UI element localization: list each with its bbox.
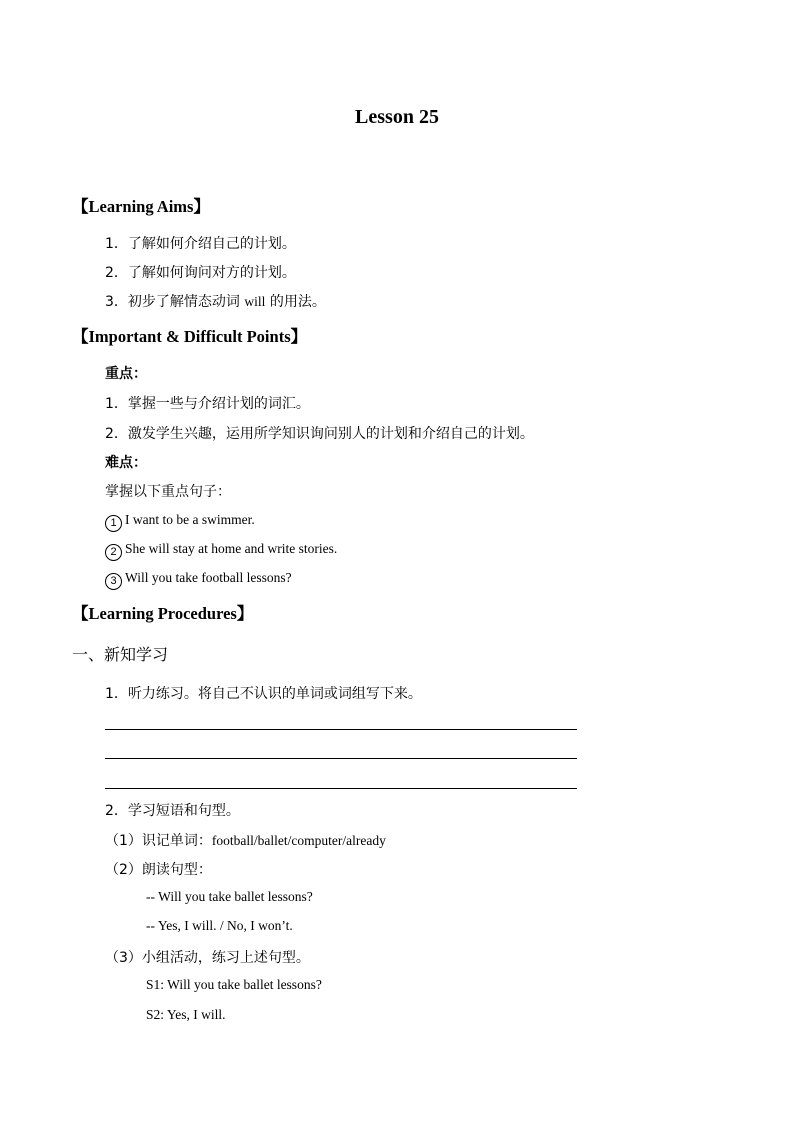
aims-item-number: 1．: [105, 236, 128, 252]
dialogue-line-question: -- Will you take ballet lessons?: [146, 889, 313, 904]
key-sentence-1: [105, 512, 255, 532]
key-sentence-text: I want to be a swimmer.: [125, 512, 255, 527]
page-title: Lesson 25: [355, 106, 439, 128]
aims-item-number: 3．: [105, 294, 128, 310]
procedures-heading: 【Learning Procedures】: [72, 604, 254, 623]
answer-line-3[interactable]: [105, 788, 577, 789]
circled-number-2: 2: [105, 544, 122, 561]
sub-step-1-label: （1）识记单词：: [105, 833, 212, 849]
aims-item-number: 2．: [105, 265, 128, 281]
vocabulary-words: football/ballet/computer/already: [211, 833, 386, 848]
aims-item-text: 初步了解情态动词: [127, 294, 240, 310]
key-sentence-text: She will stay at home and write stories.: [125, 541, 338, 556]
aims-item-text: 了解如何介绍自己的计划。: [127, 236, 296, 252]
points-heading: 【Important & Difficult Points】: [72, 327, 308, 346]
circled-number-1: 1: [105, 515, 122, 532]
group-practice-s2: S2: Yes, I will.: [146, 1007, 226, 1022]
key-point-1: 1．掌握一些与介绍计划的词汇。: [105, 396, 310, 412]
aims-item-text: 了解如何询问对方的计划。: [127, 265, 296, 281]
sub-step-3-label: （3）小组活动，练习上述句型。: [105, 950, 310, 966]
key-sentence-text: Will you take football lessons?: [125, 570, 292, 585]
answer-line-2[interactable]: [105, 758, 577, 759]
circled-number-3: 3: [105, 573, 122, 590]
aims-item-english: will: [244, 294, 266, 309]
step-one-listening: 1．听力练习。将自己不认识的单词或词组写下来。: [105, 686, 422, 702]
group-practice-s1: S1: Will you take ballet lessons?: [146, 977, 322, 992]
key-sentence-3: [105, 570, 292, 590]
key-points-label: 重点：: [105, 366, 147, 382]
key-point-2: 2．激发学生兴趣，运用所学知识询问别人的计划和介绍自己的计划。: [105, 426, 534, 442]
aims-item-1: [105, 233, 296, 253]
sub-step-1: [105, 830, 386, 850]
aims-item-text-end: 的用法。: [265, 294, 326, 310]
dialogue-line-answer: -- Yes, I will. / No, I won’t.: [146, 918, 293, 933]
aims-item-2: [105, 262, 296, 282]
part-one-title: 一、新知学习: [72, 645, 169, 664]
step-two-phrases: 2．学习短语和句型。: [105, 803, 240, 819]
difficult-points-label: 难点：: [105, 455, 147, 471]
learning-aims-heading: 【Learning Aims】: [72, 197, 210, 216]
key-sentence-2: [105, 541, 337, 561]
answer-line-1[interactable]: [105, 729, 577, 730]
difficult-points-intro: 掌握以下重点句子：: [105, 484, 231, 500]
sub-step-2-label: （2）朗读句型：: [105, 862, 212, 878]
aims-item-3: [105, 291, 326, 311]
